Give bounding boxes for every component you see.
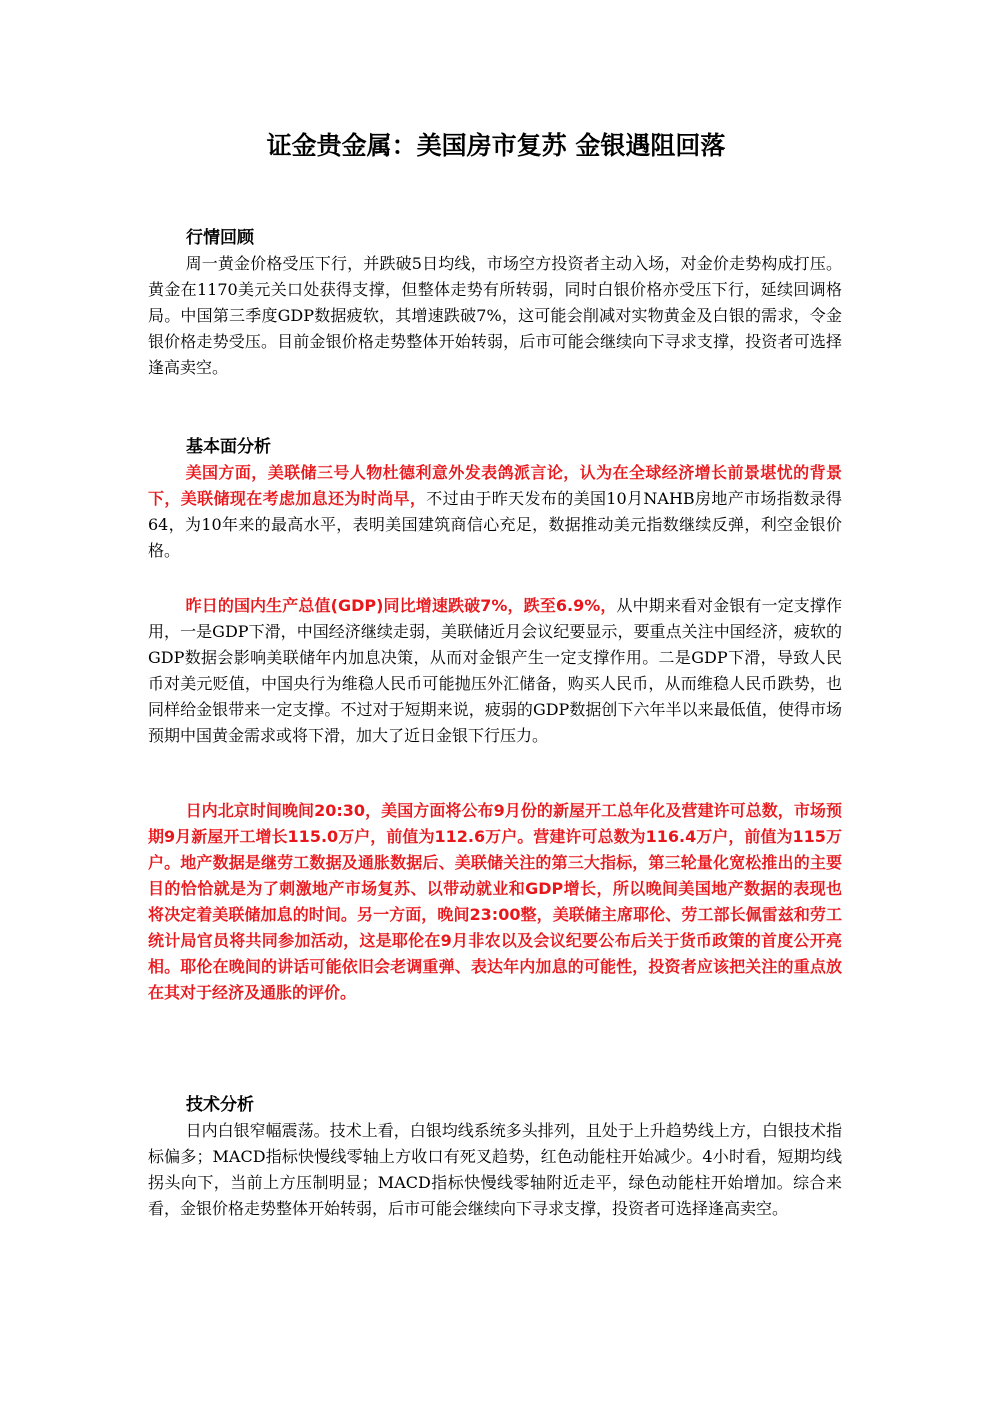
fundamental-paragraph-events — [148, 798, 842, 1006]
market-review-section — [148, 225, 842, 381]
fundamental-analysis-section — [148, 434, 842, 564]
document-title: 证金贵金属：美国房市复苏 金银遇阻回落 — [266, 131, 726, 160]
technical-analysis-paragraph: 日内白银窄幅震荡。技术上看，白银均线系统多头排列，且处于上升趋势线上方，白银技术指标偏多；MACD指标快慢线零轴上方收口有死叉趋势，红色动能柱开始减少。4小时看，短期均线拐头向下，当前上方压制明显；MACD指标快慢线零轴附近走平，绿色动能柱开始增加。综合来看，金银价格走势整体开始转弱，后市可能会继续向下寻求支撑，投资者可选择逢高卖空。 — [148, 1121, 842, 1218]
nahb-text: 不过由于昨天发布的美国10月NAHB房地产市场指数录得64，为10年来的最高水平，表明美国建筑商信心充足，数据推动美元指数继续反弹，利空金银价格。 — [148, 489, 842, 560]
fed-dovish-highlight: 美国方面，美联储三号人物杜德利意外发表鸽派言论，认为在全球经济增长前景堪忧的背景下，美联储现在考虑加息还为时尚早， — [148, 463, 842, 508]
fundamental-analysis-heading: 基本面分析 — [186, 437, 271, 457]
housing-data-highlight: 日内北京时间晚间20:30，美国方面将公布9月份的新屋开工总年化及营建许可总数，市场预期9月新屋开工增长115.0万户，前值为112.6万户。营建许可总数为116.4万户，前值为115万户。地产数据是继劳工数据及通胀数据后、美联储关注的第三大指标，第三轮量化宽松推出的主要目的恰恰就是为了刺激地产市场复苏、以带动就业和GDP增长，所以晚间美国地产数据的表现也将决定着美联储加息的时间。另一方面，晚间23:00整，美联储主席耶伦、劳工部长佩雷兹和劳工统计局官员将共同参加活动，这是耶伦在9月非农以及会议纪要公布后关于货币政策的首度公开亮相。耶伦在晚间的讲话可能依旧会老调重弹、表达年内加息的可能性，投资者应该把关注的重点放在其对于经济及通胀的评价。 — [148, 801, 842, 1002]
market-review-heading: 行情回顾 — [186, 228, 254, 248]
market-review-paragraph: 周一黄金价格受压下行，并跌破5日均线，市场空方投资者主动入场，对金价走势构成打压。黄金在1170美元关口处获得支撑，但整体走势有所转弱，同时白银价格亦受压下行，延续回调格局。中国第三季度GDP数据疲软，其增速跌破7%，这可能会削减对实物黄金及白银的需求，令金银价格走势受压。目前金银价格走势整体开始转弱，后市可能会继续向下寻求支撑，投资者可选择逢高卖空。 — [148, 254, 842, 377]
technical-analysis-heading: 技术分析 — [186, 1095, 254, 1115]
fundamental-paragraph-gdp-block — [148, 593, 842, 749]
gdp-highlight: 昨日的国内生产总值(GDP)同比增速跌破7%，跌至6.9%， — [185, 596, 617, 615]
gdp-text: 从中期来看对金银有一定支撑作用，一是GDP下滑，中国经济继续走弱，美联储近月会议纪要显示，要重点关注中国经济，疲软的GDP数据会影响美联储年内加息决策，从而对金银产生一定支撑作用。二是GDP下滑，导致人民币对美元贬值，中国央行为维稳人民币可能抛压外汇储备，购买人民币，从而维稳人民币跌势，也同样给金银带来一定支撑。不过对于短期来说，疲弱的GDP数据创下六年半以来最低值，使得市场预期中国黄金需求或将下滑，加大了近日金银下行压力。 — [148, 596, 842, 745]
technical-analysis-section — [148, 1092, 842, 1222]
fundamental-paragraph-events-block — [148, 798, 842, 1006]
fundamental-paragraph-us — [148, 460, 842, 564]
fundamental-paragraph-gdp — [148, 593, 842, 749]
